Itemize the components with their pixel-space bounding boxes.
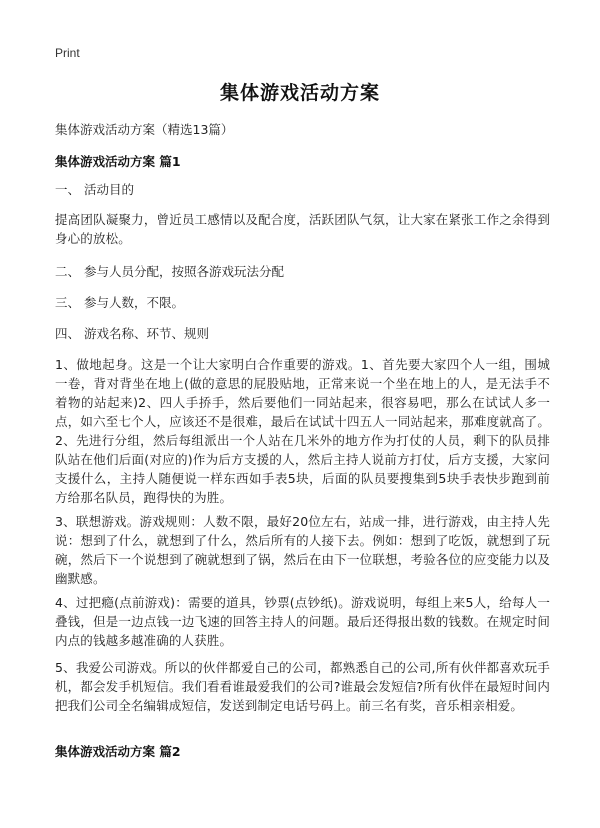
- section-heading-2: 集体游戏活动方案 篇2: [55, 744, 181, 759]
- section-heading-1: 集体游戏活动方案 篇1: [55, 154, 181, 169]
- item-paragraph-1: 提高团队凝聚力，曾近员工感情以及配合度，活跃团队气氛，让大家在紧张工作之余得到身心的放松。: [55, 212, 550, 246]
- game-paragraph-3: 4、过把瘾(点前游戏)：需要的道具，钞票(点钞纸)。游戏说明，每组上来5人，给每人一叠钱，但是一边点钱一边飞速的回答主持人的问题。最后还得报出数的钱数。在规定时间内点的钱越多越准确的人获胜。: [55, 595, 550, 648]
- item-heading-1: 一、 活动目的: [55, 182, 134, 197]
- game-paragraph-4: 5、我爱公司游戏。所以的伙伴都爱自己的公司，都熟悉自己的公司,所有伙伴都喜欢玩手机，都会发手机短信。我们看看谁最爱我们的公司?谁最会发短信?所有伙伴在最短时间内把我们公司全名编辑成短信，发送到制定电话号码上。前三名有奖，音乐相亲相爱。: [55, 660, 550, 713]
- game-paragraph-2: 3、联想游戏。游戏规则：人数不限，最好20位左右，站成一排，进行游戏，由主持人先说：想到了什么，就想到了什么，然后所有的人接下去。例如：想到了吃饭，就想到了玩碗，然后下一个说想到了碗就想到了锅，然后在由下一位联想，考验各位的应变能力以及幽默感。: [55, 514, 550, 586]
- item-heading-2: 二、 参与人员分配，按照各游戏玩法分配: [55, 264, 284, 279]
- game-paragraph-1: 1、做地起身。这是一个让大家明白合作重要的游戏。1、首先要大家四个人一组，围城一卷，背对背坐在地上(做的意思的屁股贴地，正常来说一个坐在地上的人，是无法手不着物的站起来)2、四人手挢手，然后要他们一同站起来，很容易吧，那么在试试人多一点，如六至七个人，应该还不是很难，最后在试试十四五人一同站起来，那难度就高了。 2、先进行分组，然后每组派出一个人站在几米外的地方作为打仗的人员，剩下的队员排队站在他们后面(对应的)作为后方支援的人，然后主持人说前方打仗，后方支援，大家问支援什么，主持人随便说一样东西如手表5块，后面的队员要搜集到5块手表快步跑到前方给那名队员，跑得快的为胜。: [55, 357, 550, 505]
- print-link[interactable]: Print: [55, 46, 80, 60]
- item-heading-4: 四、 游戏名称、环节、规则: [55, 326, 209, 341]
- document-title: 集体游戏活动方案: [219, 82, 380, 104]
- item-heading-3: 三、 参与人数，不限。: [55, 295, 184, 310]
- document-subtitle: 集体游戏活动方案（精选13篇）: [55, 122, 234, 137]
